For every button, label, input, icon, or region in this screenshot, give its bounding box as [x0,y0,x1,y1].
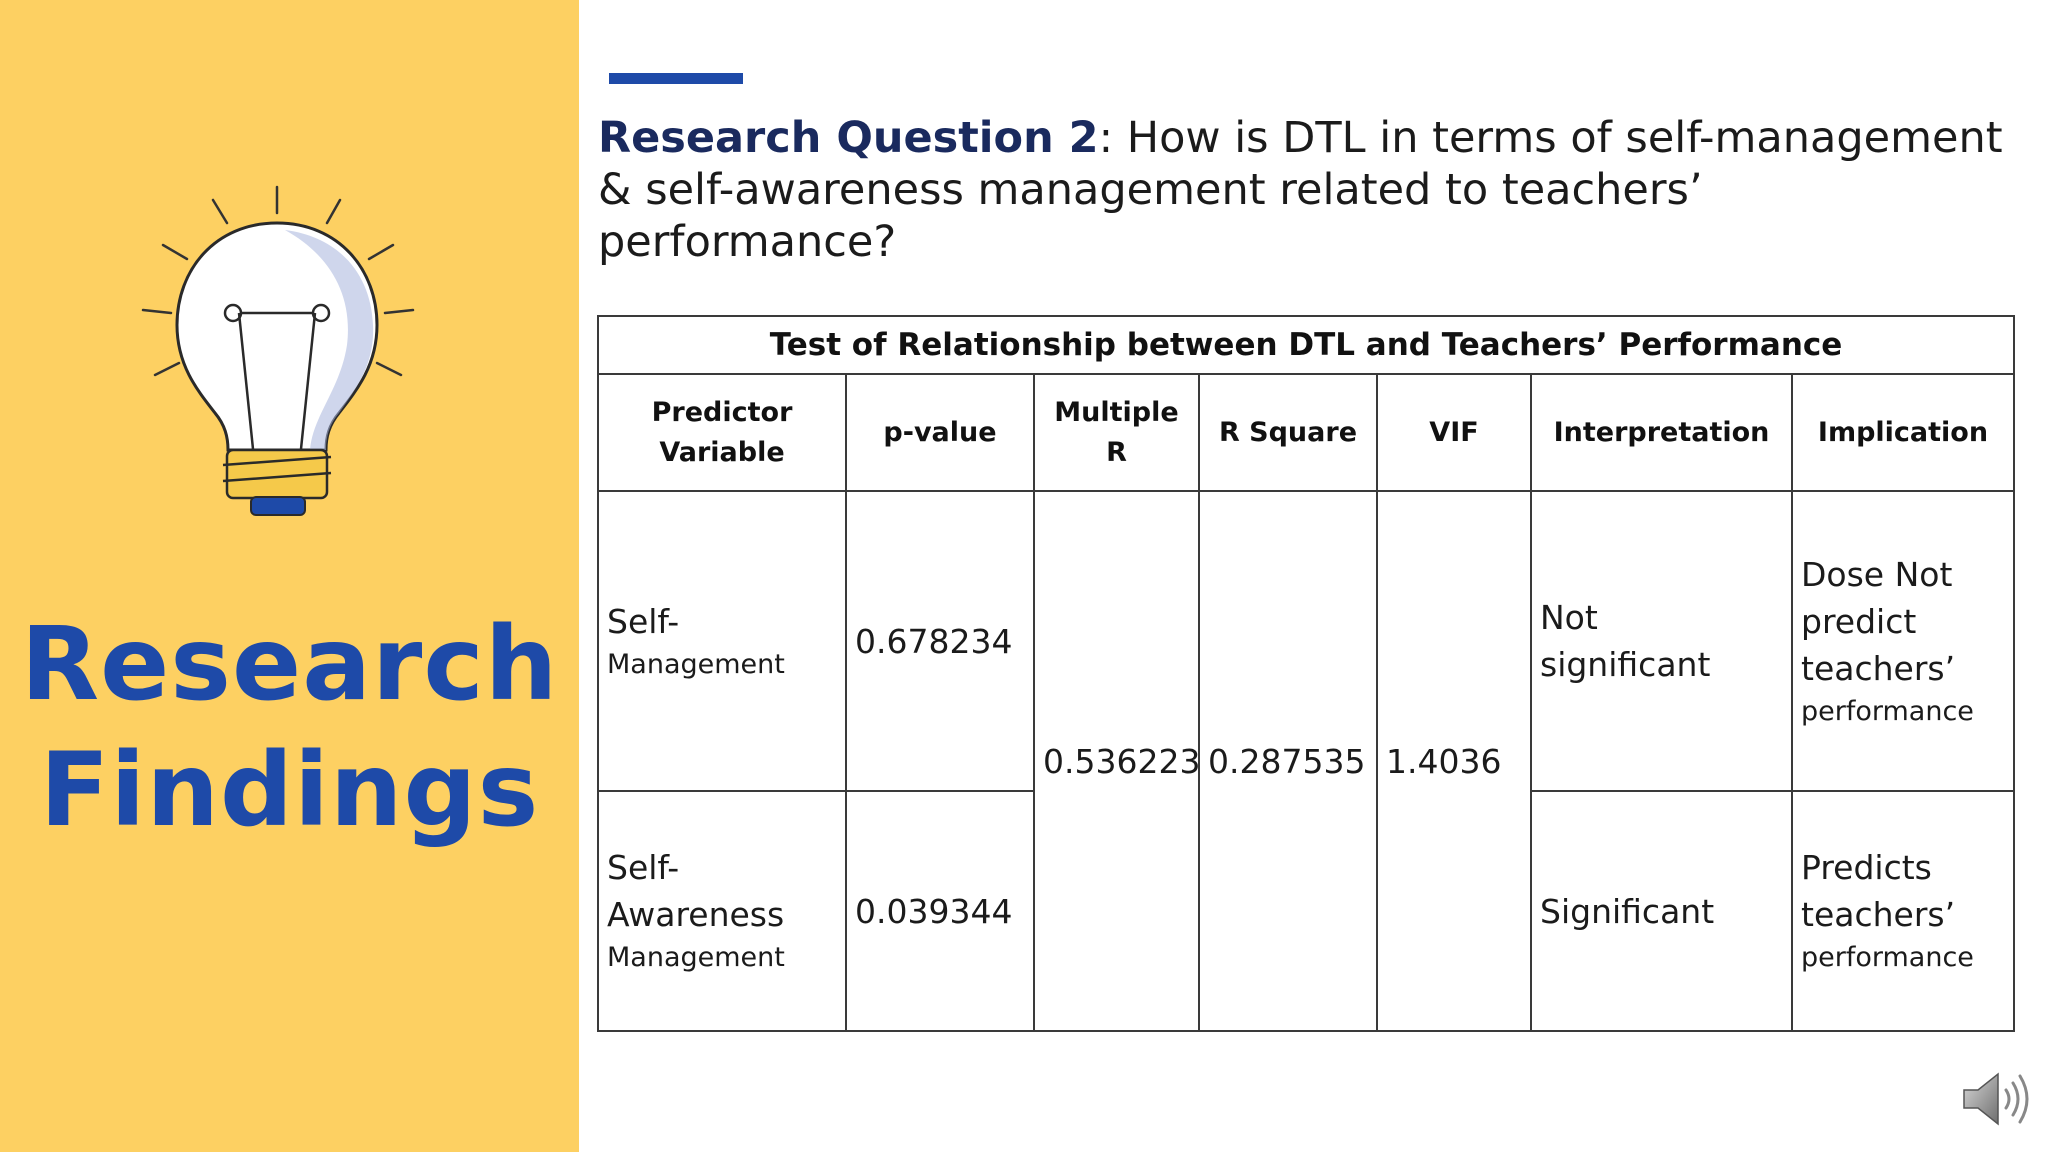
interpretation-line1: Not [1540,598,1598,637]
header-r-square: R Square [1199,374,1377,491]
left-panel [0,0,579,1152]
predictor-line2: Management [607,648,785,680]
speaker-icon[interactable] [1960,1068,2032,1130]
header-interpretation: Interpretation [1531,374,1792,491]
section-title-line1: Research [20,605,559,724]
header-predictor-variable [598,374,846,491]
predictor-line3: Management [607,942,785,973]
header-predictor-line2: Variable [659,436,785,468]
lightbulb-icon [135,175,425,520]
question-line-2: & self-awareness management related to teachers’ [598,165,1703,215]
predictor-line1: Self- [607,848,680,887]
multiple-r-cell: 0.536223 [1034,491,1199,1031]
section-title-line2: Findings [39,731,540,850]
question-label: Research Question 2 [598,113,1099,163]
interpretation-cell [1531,491,1792,791]
r-square-cell: 0.287535 [1199,491,1377,1031]
implication-line2: predict [1801,601,1917,641]
results-table [597,315,2015,1032]
interpretation-cell: Significant [1531,791,1792,1031]
table-caption: Test of Relationship between DTL and Teachers’ Performance [598,316,2014,374]
predictor-cell [598,491,846,791]
header-p-value: p-value [846,374,1034,491]
implication-line1: Dose Not [1801,554,1953,594]
p-value-cell: 0.678234 [846,491,1034,791]
implication-cell [1792,791,2014,1031]
header-predictor-line1: Predictor [651,396,793,428]
question-line-1 [598,112,2048,164]
vif-cell: 1.4036 [1377,491,1531,1031]
header-multiple-r [1034,374,1199,491]
table-row [598,491,2014,791]
implication-cell [1792,491,2014,791]
section-title [0,602,579,854]
implication-line4: performance [1801,695,1974,727]
implication-line1: Predicts [1801,848,1932,887]
implication-line3: performance [1801,942,1974,973]
question-line-3: performance? [598,217,897,267]
accent-bar [609,73,743,84]
predictor-line1: Self- [607,601,680,641]
implication-line2: teachers’ [1801,895,1956,934]
interpretation-line2: significant [1540,645,1711,684]
header-implication: Implication [1792,374,2014,491]
header-multiple-r-line1: Multiple [1054,396,1179,428]
p-value-cell: 0.039344 [846,791,1034,1031]
predictor-cell [598,791,846,1031]
header-multiple-r-line2: R [1106,436,1127,468]
implication-line3: teachers’ [1801,648,1956,688]
research-question [598,112,2048,268]
predictor-line2: Awareness [607,895,785,934]
header-vif: VIF [1377,374,1531,491]
question-line1-text: : How is DTL in terms of self-management [1098,113,2003,163]
